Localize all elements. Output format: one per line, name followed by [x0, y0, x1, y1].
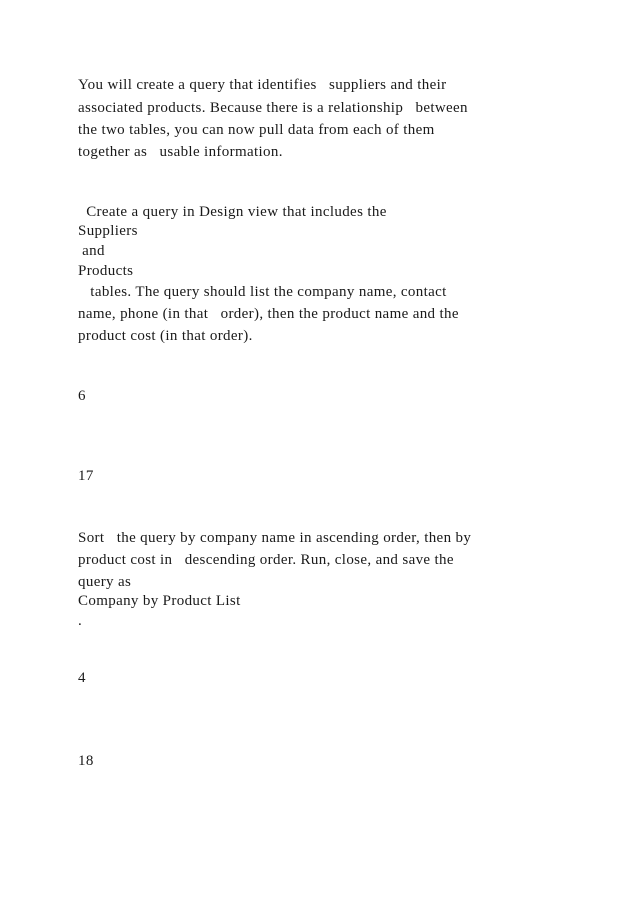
step-number-6: 6 — [78, 388, 86, 404]
step-create-line-6: name, phone (in that order), then the product name and the — [78, 306, 459, 322]
step-number-18: 18 — [78, 753, 94, 769]
intro-line-3: the two tables, you can now pull data from each of them — [78, 122, 435, 138]
step-create-products: Products — [78, 263, 134, 279]
step-sort-period: . — [78, 613, 83, 629]
step-create-suppliers: Suppliers — [78, 223, 138, 239]
intro-line-1: You will create a query that identifies suppliers and their — [78, 77, 447, 93]
intro-line-4: together as usable information. — [78, 144, 283, 160]
step-number-4: 4 — [78, 670, 86, 686]
step-number-17: 17 — [78, 468, 94, 484]
intro-line-2: associated products. Because there is a relationship between — [78, 100, 468, 116]
step-create-line-5: tables. The query should list the company name, contact — [78, 284, 447, 300]
step-sort-line-1: Sort the query by company name in ascending order, then by — [78, 530, 472, 546]
step-create-line-7: product cost (in that order). — [78, 328, 253, 344]
step-sort-line-2: product cost in descending order. Run, close, and save the — [78, 552, 454, 568]
step-create-line-1: Create a query in Design view that includes the — [78, 204, 387, 220]
step-sort-query-name: Company by Product List — [78, 593, 241, 609]
step-create-and: and — [78, 243, 105, 259]
step-sort-line-3: query as — [78, 574, 132, 590]
